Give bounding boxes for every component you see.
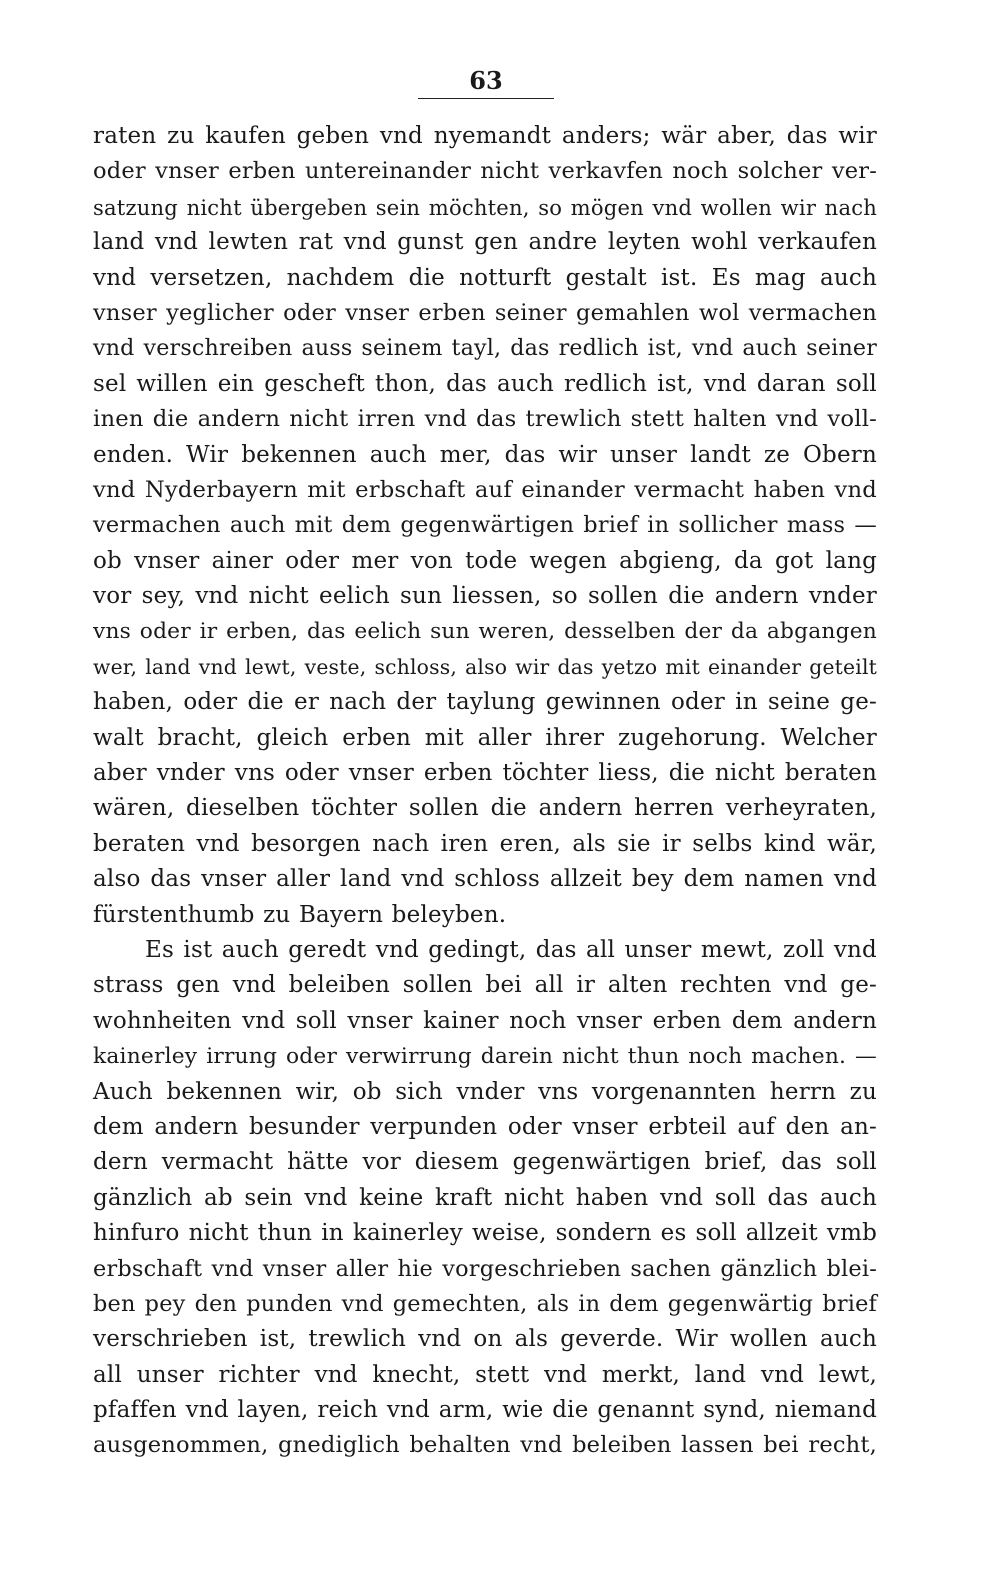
text-line: oder vnser erben untereinander nicht verkavfen noch solcher ver- bbox=[93, 158, 877, 185]
page-number: 63 bbox=[469, 66, 503, 95]
text-line: wer, land vnd lewt, veste, schloss, also wir das yetzo mit einander geteilt bbox=[93, 654, 877, 679]
text-line: wären, dieselben töchter sollen die andern herren verheyraten, bbox=[93, 795, 877, 822]
text-line: also das vnser aller land vnd schloss allzeit bey dem namen vnd bbox=[93, 866, 877, 893]
text-line: vor sey, vnd nicht eelich sun liessen, so sollen die andern vnder bbox=[93, 583, 877, 610]
text-line: ben pey den punden vnd gemechten, als in dem gegenwärtig brief bbox=[93, 1290, 877, 1317]
text-line: dem andern besunder verpunden oder vnser erbteil auf den an- bbox=[93, 1113, 877, 1140]
text-line: Es ist auch geredt vnd gedingt, das all unser mewt, zoll vnd bbox=[145, 936, 877, 963]
text-line: ob vnser ainer oder mer von tode wegen abgieng, da got lang bbox=[93, 547, 877, 574]
text-line: raten zu kaufen geben vnd nyemandt anders; wär aber, das wir bbox=[93, 123, 877, 149]
text-line: vnd versetzen, nachdem die notturft gestalt ist. Es mag auch bbox=[93, 264, 877, 291]
text-line: satzung nicht übergeben sein möchten, so mögen vnd wollen wir nach bbox=[93, 194, 877, 220]
text-line: beraten vnd besorgen nach iren eren, als sie ir selbs kind wär, bbox=[93, 830, 877, 857]
text-line: walt bracht, gleich erben mit aller ihrer zugehorung. Welcher bbox=[93, 724, 877, 751]
text-line: wohnheiten vnd soll vnser kainer noch vnser erben dem andern bbox=[93, 1007, 877, 1034]
text-line: strass gen vnd beleiben sollen bei all ir alten rechten vnd ge- bbox=[93, 972, 877, 999]
text-line: vnd Nyderbayern mit erbschaft auf einander vermacht haben vnd bbox=[93, 476, 877, 503]
text-line: kainerley irrung oder verwirrung darein nicht thun noch machen. — bbox=[93, 1044, 877, 1070]
body-text bbox=[93, 119, 877, 1464]
text-line: vnd verschreiben auss seinem tayl, das redlich ist, vnd auch seiner bbox=[93, 335, 877, 362]
text-line: vns oder ir erben, das eelich sun weren, desselben der da abgangen bbox=[93, 619, 877, 645]
text-line: inen die andern nicht irren vnd das trewlich stett halten vnd voll- bbox=[93, 406, 877, 433]
text-line: ausgenommen, gnediglich behalten vnd beleiben lassen bei recht, bbox=[93, 1432, 877, 1459]
text-line: haben, oder die er nach der taylung gewinnen oder in seine ge- bbox=[93, 689, 877, 716]
text-line: Auch bekennen wir, ob sich vnder vns vorgenannten herrn zu bbox=[93, 1078, 877, 1105]
text-line: vnser yeglicher oder vnser erben seiner gemahlen wol vermachen bbox=[93, 299, 877, 326]
text-line: gänzlich ab sein vnd keine kraft nicht haben vnd soll das auch bbox=[93, 1184, 877, 1211]
text-line: fürstenthumb zu Bayern beleyben. bbox=[93, 901, 507, 928]
text-line: sel willen ein gescheft thon, das auch redlich ist, vnd daran soll bbox=[93, 370, 877, 397]
text-line: enden. Wir bekennen auch mer, das wir unser landt ze Obern bbox=[93, 441, 877, 468]
text-line: dern vermacht hätte vor diesem gegenwärtigen brief, das soll bbox=[93, 1149, 877, 1176]
text-line: verschrieben ist, trewlich vnd on als geverde. Wir wollen auch bbox=[93, 1326, 877, 1353]
text-line: pfaffen vnd layen, reich vnd arm, wie die genannt synd, niemand bbox=[93, 1397, 877, 1424]
text-line: aber vnder vns oder vnser erben töchter liess, die nicht beraten bbox=[93, 760, 877, 787]
text-line: land vnd lewten rat vnd gunst gen andre leyten wohl verkaufen bbox=[93, 229, 877, 256]
text-line: vermachen auch mit dem gegenwärtigen brief in sollicher mass — bbox=[93, 512, 877, 539]
header-rule bbox=[418, 98, 554, 99]
text-line: all unser richter vnd knecht, stett vnd merkt, land vnd lewt, bbox=[93, 1361, 877, 1388]
text-line: hinfuro nicht thun in kainerley weise, sondern es soll allzeit vmb bbox=[93, 1220, 877, 1247]
text-line: erbschaft vnd vnser aller hie vorgeschrieben sachen gänzlich blei- bbox=[93, 1255, 877, 1282]
